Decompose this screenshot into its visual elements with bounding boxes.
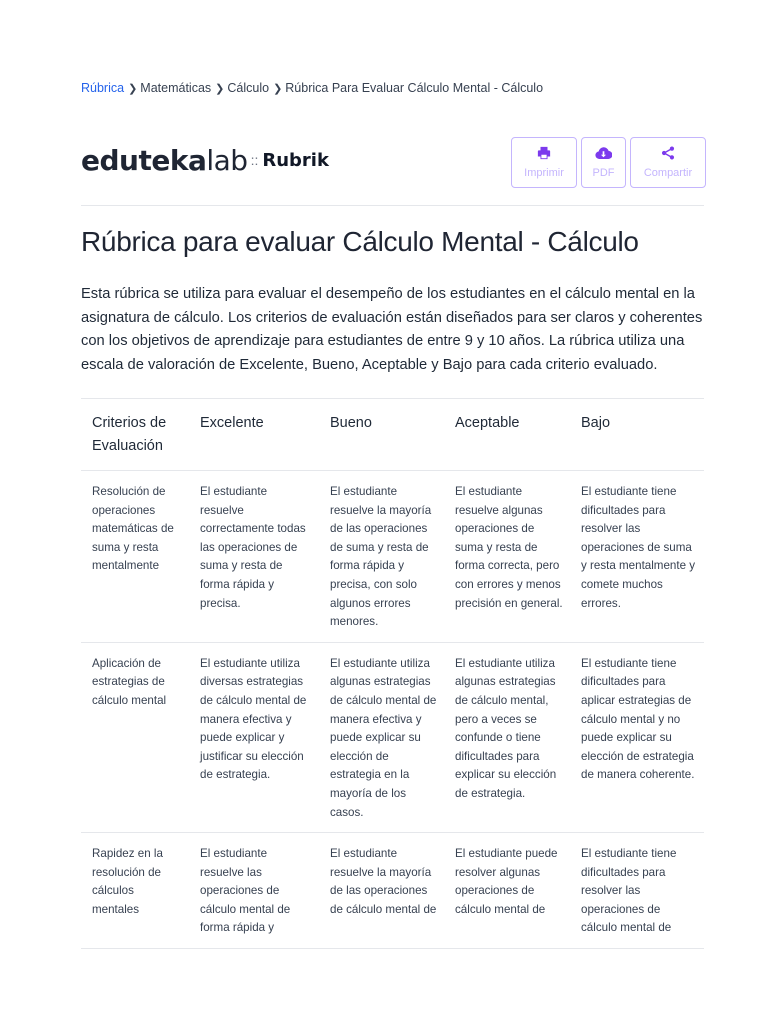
table-row (81, 833, 704, 949)
logo-product: Rubrik (262, 149, 329, 171)
excelente-cell: El estudiante resuelve las operaciones de cálculo mental de forma rápida y (190, 833, 320, 949)
print-button[interactable] (511, 137, 577, 188)
criterion-cell: Resolución de operaciones matemáticas de suma y resta mentalmente (81, 471, 190, 643)
bajo-cell: El estudiante tiene dificultades para resolver las operaciones de suma y resta mentalmente y comete muchos errores. (571, 471, 704, 643)
pdf-label: PDF (592, 167, 615, 179)
table-row (81, 642, 704, 832)
breadcrumb-item-matematicas[interactable]: Matemáticas (140, 81, 212, 95)
header-bueno: Bueno (320, 399, 445, 471)
chevron-right-icon: ❯ (273, 83, 283, 95)
rubric-table (81, 398, 704, 949)
edutekalab-rubrik-logo[interactable] (81, 140, 329, 180)
criterion-cell: Aplicación de estrategias de cálculo mental (81, 642, 190, 832)
breadcrumb (81, 81, 543, 95)
cloud-download-icon (595, 146, 612, 160)
chevron-right-icon: ❯ (128, 83, 138, 95)
chevron-right-icon: ❯ (215, 83, 225, 95)
share-icon (661, 146, 675, 160)
breadcrumb-item-current: Rúbrica Para Evaluar Cálculo Mental - Cálculo (285, 81, 544, 95)
bueno-cell: El estudiante resuelve la mayoría de las operaciones de cálculo mental de (320, 833, 445, 949)
logo-separator: :: (250, 152, 259, 168)
excelente-cell: El estudiante utiliza diversas estrategias de cálculo mental de manera efectiva y puede explicar y justificar su elección de estrategia. (190, 642, 320, 832)
print-label: Imprimir (524, 167, 564, 179)
header-bajo: Bajo (571, 399, 704, 471)
aceptable-cell: El estudiante resuelve algunas operaciones de suma y resta de forma correcta, pero con errores y menos precisión en general. (445, 471, 571, 643)
header-criterios: Criterios de Evaluación (81, 399, 190, 471)
aceptable-cell: El estudiante utiliza algunas estrategias de cálculo mental, pero a veces se confunde o tiene dificultades para explicar su elección de estrategia. (445, 642, 571, 832)
breadcrumb-item-calculo[interactable]: Cálculo (227, 81, 270, 95)
criterion-cell: Rapidez en la resolución de cálculos mentales (81, 833, 190, 949)
header-aceptable: Aceptable (445, 399, 571, 471)
aceptable-cell: El estudiante puede resolver algunas operaciones de cálculo mental de (445, 833, 571, 949)
share-button[interactable] (630, 137, 706, 188)
bueno-cell: El estudiante resuelve la mayoría de las operaciones de suma y resta de forma rápida y precisa, con solo algunos errores menores. (320, 471, 445, 643)
bueno-cell: El estudiante utiliza algunas estrategias de cálculo mental de manera efectiva y puede explicar su elección de estrategia en la mayoría de los casos. (320, 642, 445, 832)
share-label: Compartir (643, 167, 693, 179)
divider (81, 205, 704, 206)
excelente-cell: El estudiante resuelve correctamente todas las operaciones de suma y resta de forma rápida y precisa. (190, 471, 320, 643)
rubric-description: Esta rúbrica se utiliza para evaluar el desempeño de los estudiantes en el cálculo mental en la asignatura de cálculo. Los criterios de evaluación están diseñados para ser claros y coherentes con los objetivos de aprendizaje para estudiantes de entre 9 y 10 años. La rúbrica utiliza una escala de valoración de Excelente, Bueno, Aceptable y Bajo para cada criterio evaluado. (81, 286, 703, 373)
pdf-button[interactable] (581, 137, 626, 188)
action-toolbar (511, 137, 706, 188)
logo-brand-light: lab (206, 143, 248, 177)
header-excelente: Excelente (190, 399, 320, 471)
printer-icon (537, 146, 551, 160)
table-row (81, 471, 704, 643)
logo-brand-bold: eduteka (81, 143, 207, 177)
page-title: Rúbrica para evaluar Cálculo Mental - Cálculo (81, 226, 639, 257)
table-header-row (81, 399, 704, 471)
bajo-cell: El estudiante tiene dificultades para aplicar estrategias de cálculo mental y no puede explicar su elección de estrategia de manera coherente. (571, 642, 704, 832)
bajo-cell: El estudiante tiene dificultades para resolver las operaciones de cálculo mental de (571, 833, 704, 949)
breadcrumb-link-rubrica[interactable]: Rúbrica (81, 81, 125, 95)
